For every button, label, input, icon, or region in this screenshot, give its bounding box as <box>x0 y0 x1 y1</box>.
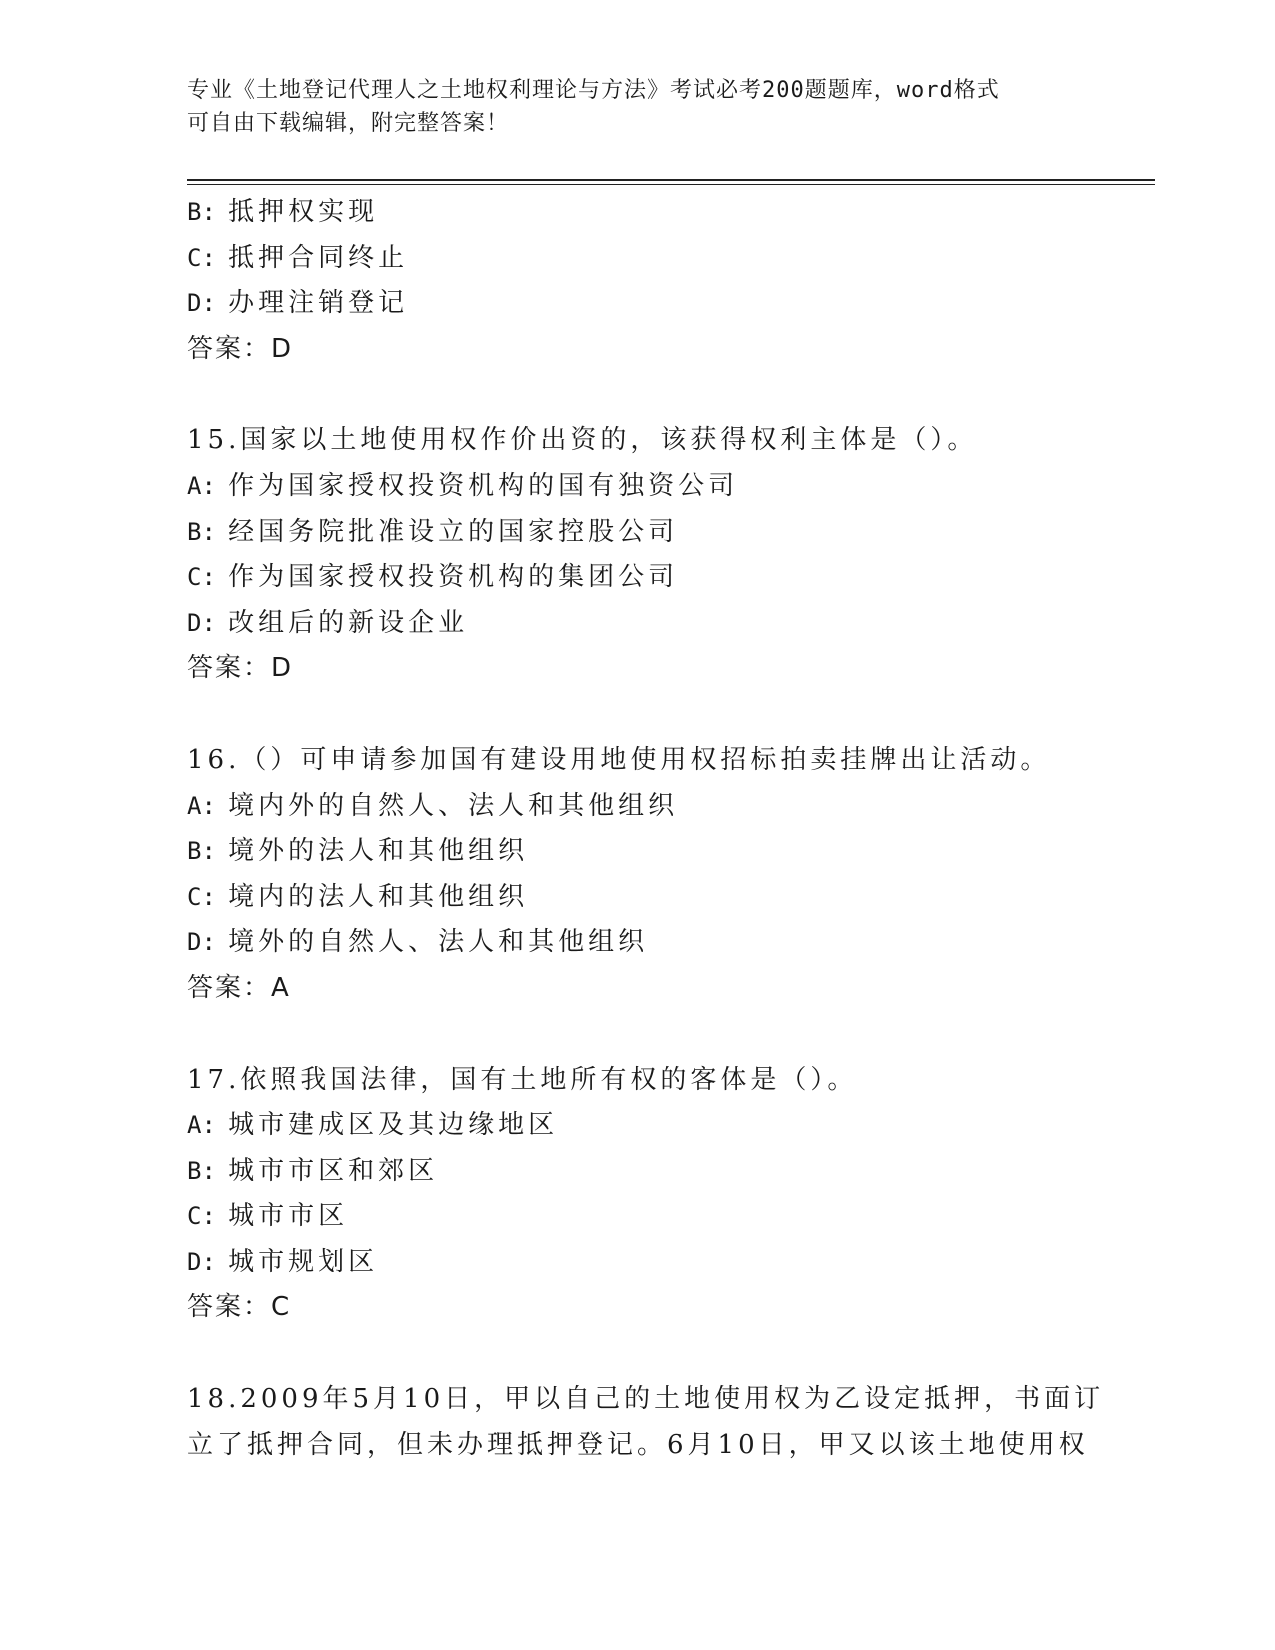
option-d: D: 改组后的新设企业 <box>187 607 469 638</box>
question-stem-line-2: 立了抵押合同，但未办理抵押登记。6月10日，甲又以该土地使用权 <box>187 1429 1089 1460</box>
option-b: B: 抵押权实现 <box>187 197 379 227</box>
header-line-2: 可自由下载编辑，附完整答案！ <box>187 111 510 136</box>
header-line-1: 专业《土地登记代理人之土地权利理论与方法》考试必考200题题库，word格式 <box>187 78 1000 103</box>
answer: 答案：A <box>187 972 291 1003</box>
header-divider-thick <box>187 179 1155 181</box>
question-18 <box>187 1377 1105 1468</box>
option-c: C: 抵押合同终止 <box>187 242 409 273</box>
header-divider-thin <box>187 184 1155 185</box>
option-a: A: 城市建成区及其边缘地区 <box>187 1110 559 1141</box>
option-c: C: 境内的法人和其他组织 <box>187 881 529 912</box>
option-d: D: 城市规划区 <box>187 1246 379 1277</box>
question-17 <box>187 1058 1087 1332</box>
document-header <box>187 74 1067 140</box>
option-a: A: 作为国家授权投资机构的国有独资公司 <box>187 470 739 501</box>
question-stem-line-1: 18.2009年5月10日，甲以自己的土地使用权为乙设定抵押，书面订 <box>187 1384 1105 1415</box>
option-a: A: 境内外的自然人、法人和其他组织 <box>187 790 679 821</box>
answer: 答案：C <box>187 1292 292 1323</box>
option-c: C: 作为国家授权投资机构的集团公司 <box>187 562 679 593</box>
answer: 答案：D <box>187 653 294 684</box>
option-b: B: 经国务院批准设立的国家控股公司 <box>187 516 679 547</box>
question-list <box>187 190 1105 1468</box>
question-16 <box>187 738 1087 1012</box>
question-stem: 16.（）可申请参加国有建设用地使用权招标拍卖挂牌出让活动。 <box>187 744 1051 775</box>
question-14-partial <box>187 190 1087 372</box>
option-d: D: 境外的自然人、法人和其他组织 <box>187 927 649 958</box>
option-b: B: 城市市区和郊区 <box>187 1155 439 1186</box>
option-b: B: 境外的法人和其他组织 <box>187 836 529 867</box>
answer: 答案：D <box>187 333 294 364</box>
option-d: D: 办理注销登记 <box>187 288 409 319</box>
question-stem: 17.依照我国法律，国有土地所有权的客体是（）。 <box>187 1064 858 1095</box>
question-15 <box>187 418 1087 692</box>
question-stem: 15.国家以土地使用权作价出资的，该获得权利主体是（）。 <box>187 425 978 456</box>
option-c: C: 城市市区 <box>187 1201 349 1232</box>
